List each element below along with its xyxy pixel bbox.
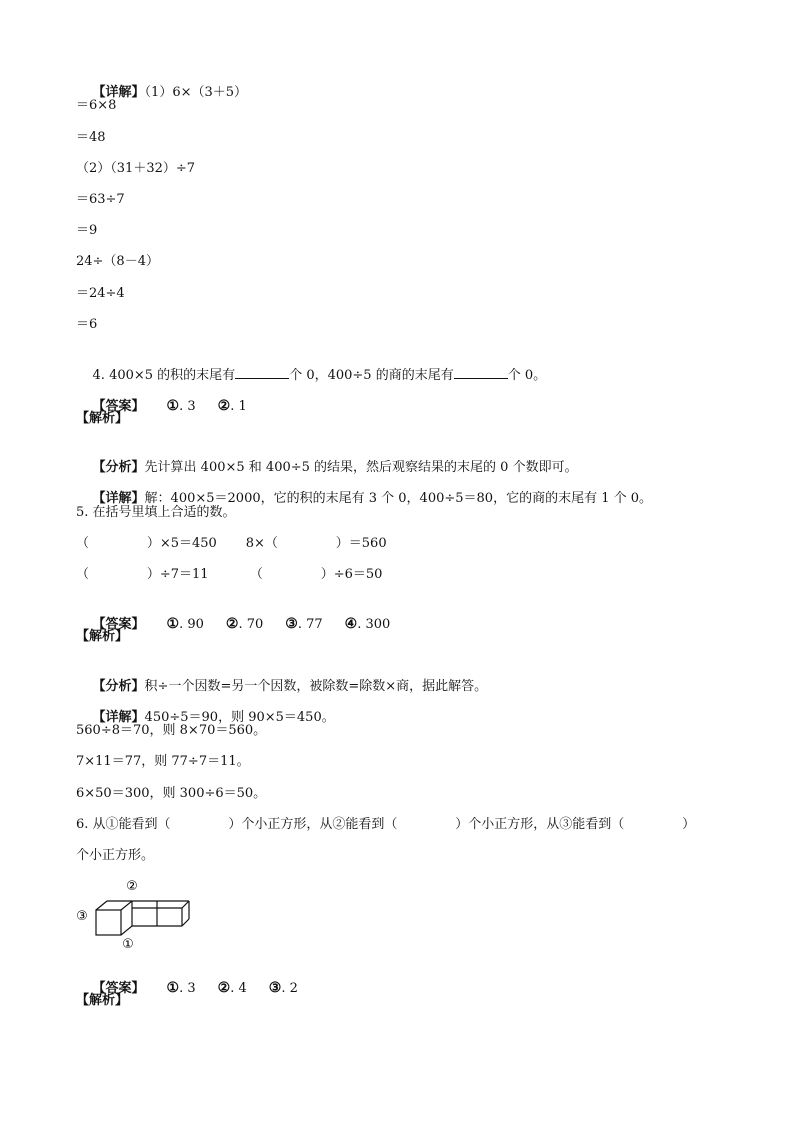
cube-drawing [96,901,189,935]
answer-item: ④. 300 [344,616,391,632]
calc-step: ＝48 [76,130,106,145]
detail-tag: 【详解】 [92,85,145,100]
question-6-line-1: 6. 从①能看到（ ）个小正方形，从②能看到（ ）个小正方形，从③能看到（ ） [76,817,696,832]
question-6-line-2: 个小正方形。 [76,848,155,863]
calc-step: （2）（31＋32）÷7 [76,161,196,176]
calc-step: 6×50＝300，则 300÷6＝50。 [76,786,267,801]
answer-item: ②. 1 [217,398,247,414]
answer-tag: 【答案】 [92,981,145,996]
view-label-1: ① [122,937,134,950]
analysis-tag: 【解析】 [76,993,129,1008]
answer-tag: 【答案】 [92,617,145,632]
calc-step: 24÷（8－4） [76,254,159,269]
question-5-title: 5. 在括号里填上合适的数。 [76,505,236,520]
detail-text: 解：400×5＝2000，它的积的末尾有 3 个 0，400÷5＝80，它的商的末尾有 1 个 0。 [144,491,653,506]
answer-item: ①. 3 [166,398,196,414]
answer-item: ①. 3 [166,980,196,996]
answer-blank [454,365,508,379]
answer-item: ②. 4 [217,980,247,996]
question-4-text-1: 4. 400×5 的积的末尾有 [92,368,236,383]
answer-item: ②. 70 [225,616,264,632]
fenxi-text: 积÷一个因数=另一个因数，被除数=除数×商，据此解答。 [144,679,488,694]
detail-text: 450÷5＝90，则 90×5＝450。 [144,710,335,725]
question-5-row-2: （ ）÷7＝11 （ ）÷6＝50 [76,567,383,582]
answer-tag: 【答案】 [92,399,145,414]
detail-tag: 【详解】 [92,710,145,725]
question-5-row-1: （ ）×5＝450 8×（ ）＝560 [76,536,387,551]
calc-step: ＝6 [76,317,98,332]
detail-tag: 【详解】 [92,491,145,506]
calc-step: ＝6×8 [76,98,117,113]
calc-step: 560÷8＝70，则 8×70＝560。 [76,723,267,738]
question-4-text-2: 个 0，400÷5 的商的末尾有 [289,368,454,383]
calc-step: 7×11＝77，则 77÷7＝11。 [76,754,250,769]
cube-figure [74,876,194,950]
calc-step: ＝9 [76,223,98,238]
view-label-2: ② [126,879,138,894]
answer-item: ③. 77 [285,616,323,632]
view-label-3: ③ [76,909,88,924]
answer-item: ③. 2 [268,980,298,996]
fenxi-tag: 【分析】 [92,460,145,475]
fenxi-text: 先计算出 400×5 和 400÷5 的结果，然后观察结果的末尾的 0 个数即可。 [144,460,578,475]
fenxi-tag: 【分析】 [92,679,145,694]
analysis-tag: 【解析】 [76,629,129,644]
answer-item: ①. 90 [166,616,204,632]
question-4-text-3: 个 0。 [507,368,547,383]
detail-expression: （1）6×（3＋5） [144,85,248,100]
answer-blank [235,365,289,379]
calc-step: ＝63÷7 [76,192,125,207]
analysis-tag: 【解析】 [76,411,129,426]
calc-step: ＝24÷4 [76,286,125,301]
